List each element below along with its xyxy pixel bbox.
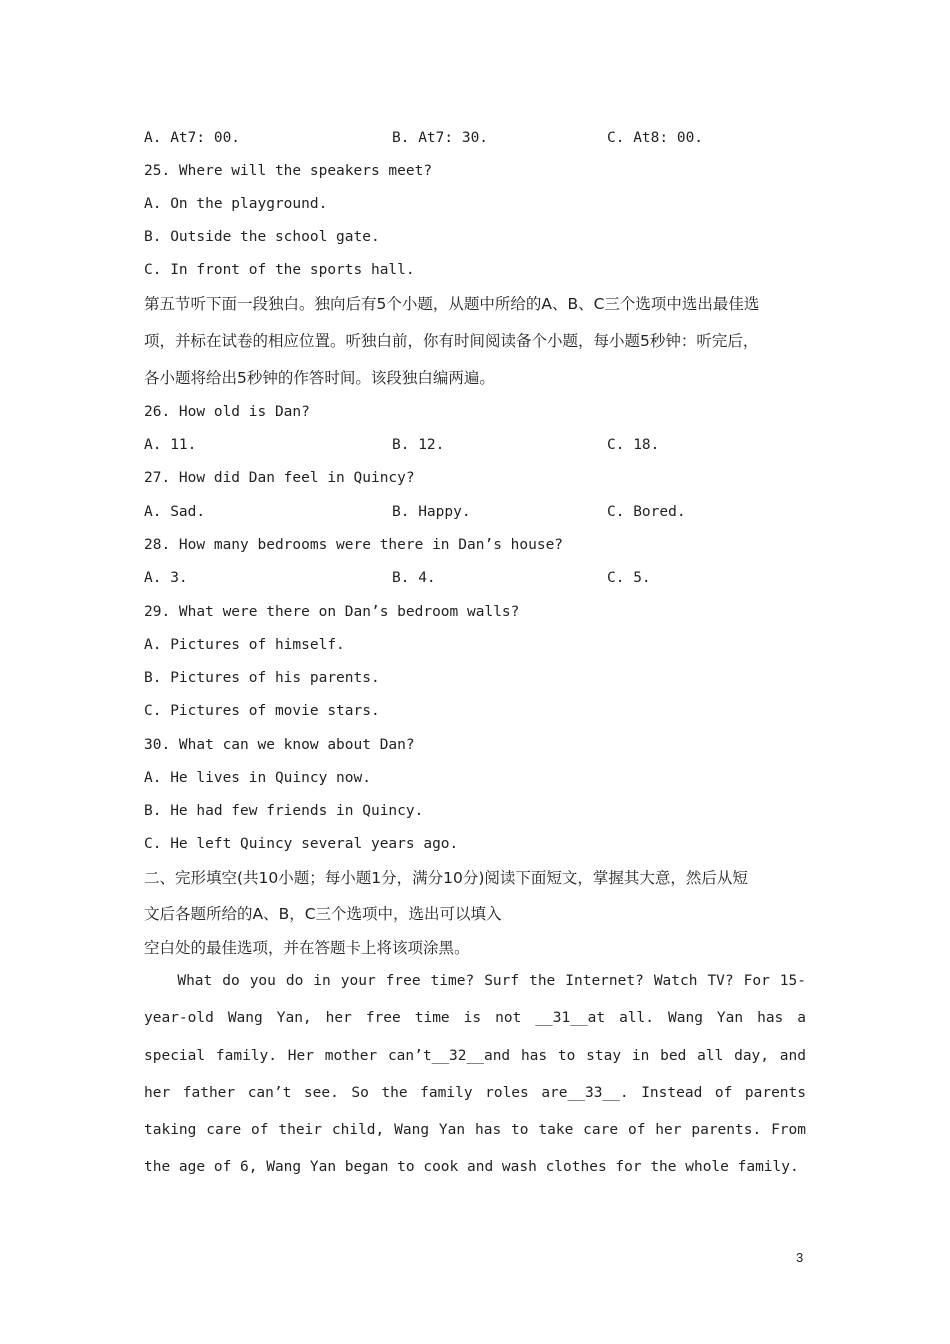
q28-option-b: B. 4.: [392, 570, 436, 586]
q30-option-a: A. He lives in Quincy now.: [144, 770, 371, 786]
q29-option-c: C. Pictures of movie stars.: [144, 703, 380, 719]
q27-option-a: A. Sad.: [144, 504, 206, 520]
q24-option-a: A. At7: 00.: [144, 130, 241, 146]
q24-option-b: B. At7: 30.: [392, 130, 489, 146]
q29-question: 29. What were there on Dan’s bedroom walls?: [144, 604, 520, 620]
q25-option-c: C. In front of the sports hall.: [144, 262, 415, 278]
q27-option-b: B. Happy.: [392, 504, 471, 520]
section5-instruction-line2: 项，并标在试卷的相应位置。听独白前，你有时间阅读备个小题，每小题5秒钟：听完后，: [144, 332, 759, 350]
q29-option-a: A. Pictures of himself.: [144, 637, 345, 653]
q30-option-c: C. He left Quincy several years ago.: [144, 836, 459, 852]
q28-question: 28. How many bedrooms were there in Dan’s house?: [144, 537, 564, 553]
q25-option-b: B. Outside the school gate.: [144, 229, 380, 245]
q24-option-c: C. At8: 00.: [607, 130, 704, 146]
q30-option-b: B. He had few friends in Quincy.: [144, 803, 424, 819]
q29-option-b: B. Pictures of his parents.: [144, 670, 380, 686]
cloze-instruction-line2: 文后各题所给的A、B，C三个选项中，选出可以填入: [144, 905, 502, 923]
q28-option-a: A. 3.: [144, 570, 188, 586]
section5-instruction-line3: 各小题将给出5秒钟的作答时间。该段独白编两遍。: [144, 369, 495, 387]
cloze-passage: What do you do in your free time? Surf the Internet? Watch TV? For 15-year-old Wang Yan, her free time is not __31__at all. Wang Yan has a special family. Her mother can’t__32__and has to stay in bed all day, and her father can’t see. So the family roles are__33__. Instead of parents taking care of their child, Wang Yan has to take care of her parents. From the age of 6, Wang Yan began to cook and wash clothes for the whole family.: [144, 973, 806, 1176]
q27-question: 27. How did Dan feel in Quincy?: [144, 470, 415, 486]
q25-option-a: A. On the playground.: [144, 196, 328, 212]
cloze-instruction-line3: 空白处的最佳选项，并在答题卡上将该项涂黑。: [144, 939, 470, 957]
q26-option-b: B. 12.: [392, 437, 445, 453]
cloze-instruction-line1: 二、完形填空(共10小题；每小题1分，满分10分)阅读下面短文，掌握其大意，然后从短: [144, 869, 748, 887]
q25-question: 25. Where will the speakers meet?: [144, 163, 433, 179]
q26-question: 26. How old is Dan?: [144, 404, 310, 420]
q26-option-c: C. 18.: [607, 437, 660, 453]
section5-instruction-line1: 第五节听下面一段独白。独向后有5个小题，从题中所给的A、B、C三个选项中选出最佳选: [144, 295, 760, 313]
q30-question: 30. What can we know about Dan?: [144, 737, 415, 753]
q27-option-c: C. Bored.: [607, 504, 686, 520]
q28-option-c: C. 5.: [607, 570, 651, 586]
page-number: 3: [796, 1250, 804, 1265]
q26-option-a: A. 11.: [144, 437, 197, 453]
